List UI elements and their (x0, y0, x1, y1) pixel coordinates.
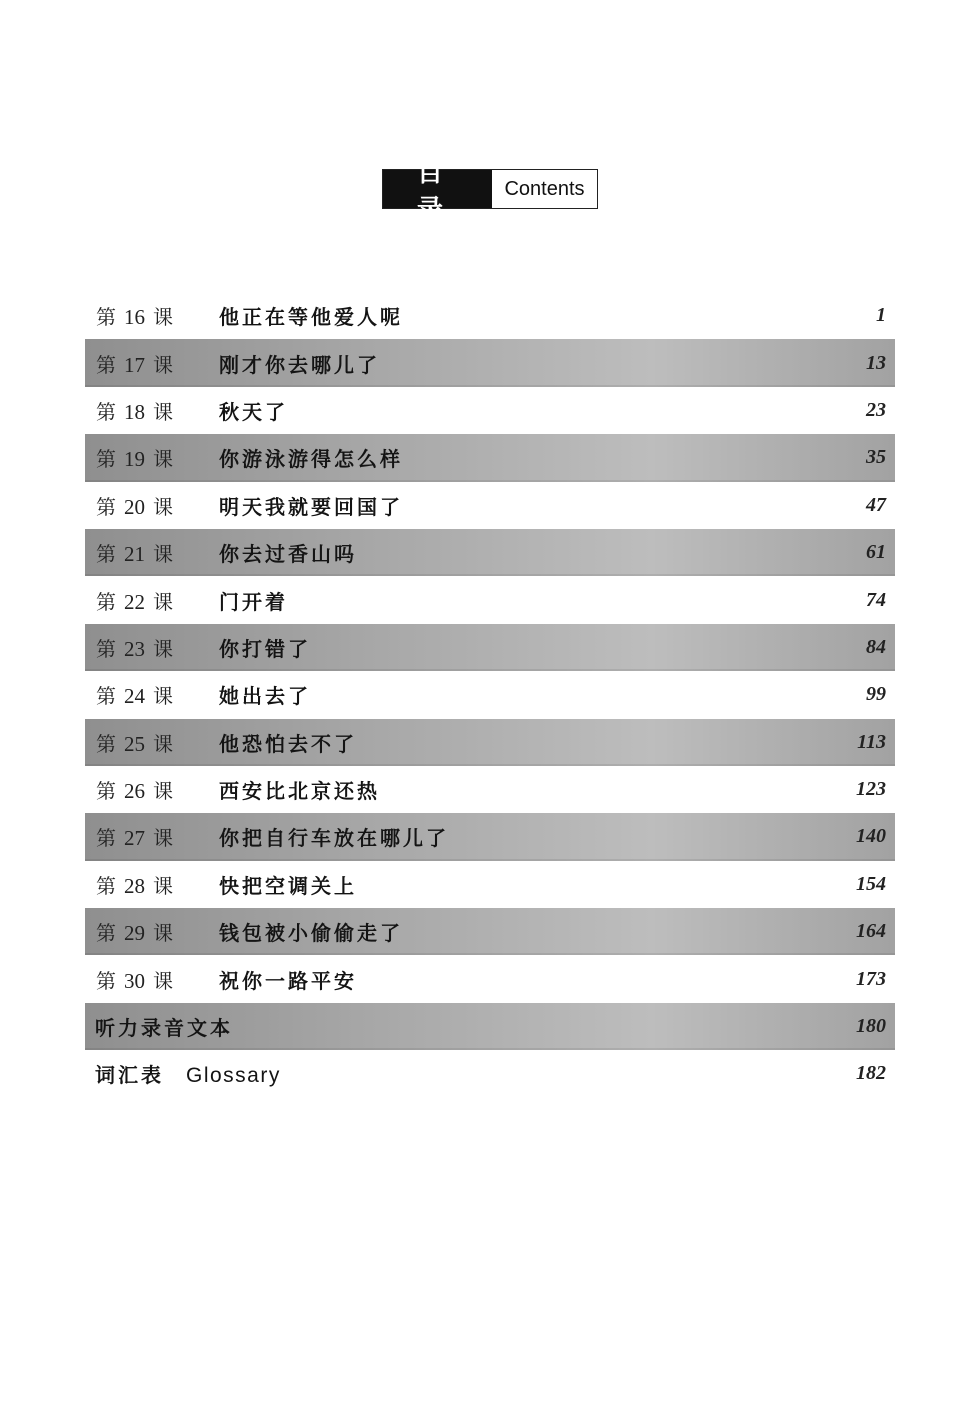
toc-entry-title: 你游泳游得怎么样 (219, 447, 403, 472)
lesson-number (96, 443, 173, 472)
lesson-number (96, 775, 173, 804)
contents-heading (382, 158, 598, 225)
toc-entry-title: 明天我就要回国了 (219, 494, 403, 519)
toc-entry-page: 13 (866, 351, 886, 374)
lesson-prefix: 第 (96, 636, 116, 661)
lesson-number-value: 21 (124, 542, 145, 567)
toc-entry-page: 61 (866, 541, 886, 564)
lesson-suffix: 课 (153, 447, 173, 472)
toc-entry-page: 74 (866, 588, 886, 611)
lesson-prefix: 第 (96, 684, 116, 709)
toc-entry-title: 门开着 (219, 589, 288, 614)
lesson-number (96, 586, 173, 615)
toc-entry-page: 99 (866, 683, 886, 706)
lesson-number (96, 396, 173, 425)
toc-entry-title: 你去过香山吗 (219, 542, 357, 567)
lesson-prefix: 第 (96, 731, 116, 756)
toc-entry-lesson[interactable] (85, 624, 895, 671)
lesson-suffix: 课 (153, 779, 173, 804)
toc-entry-lesson[interactable] (85, 671, 895, 718)
table-of-contents (85, 292, 895, 1098)
lesson-number-value: 17 (124, 352, 145, 377)
lesson-number-value: 30 (124, 968, 145, 993)
lesson-number-value: 28 (124, 873, 145, 898)
lesson-suffix: 课 (153, 684, 173, 709)
toc-entry-title: 西安比北京还热 (219, 779, 380, 804)
toc-entry-page: 84 (866, 635, 886, 658)
toc-entry-title: 刚才你去哪儿了 (219, 352, 380, 377)
lesson-prefix: 第 (96, 542, 116, 567)
toc-entry-lesson[interactable] (85, 387, 895, 434)
toc-entry-glossary[interactable] (85, 1050, 895, 1097)
toc-entry-title: 他正在等他爱人呢 (219, 305, 403, 330)
glossary-title-en: Glossary (186, 1064, 281, 1088)
lesson-suffix: 课 (153, 305, 173, 330)
lesson-suffix: 课 (153, 731, 173, 756)
lesson-number (96, 917, 173, 946)
lesson-suffix: 课 (153, 399, 173, 424)
lesson-number-value: 29 (124, 921, 145, 946)
toc-entry-page: 182 (856, 1062, 886, 1085)
lesson-number-value: 25 (124, 731, 145, 756)
lesson-number-value: 23 (124, 636, 145, 661)
toc-entry-title: 钱包被小偷偷走了 (219, 921, 403, 946)
toc-entry-lesson[interactable] (85, 861, 895, 908)
toc-entry-title: 祝你一路平安 (219, 968, 357, 993)
toc-entry-lesson[interactable] (85, 482, 895, 529)
toc-entry-title: 听力录音文本 (95, 1016, 233, 1041)
toc-entry-title: 你打错了 (219, 636, 311, 661)
lesson-number-value: 27 (124, 826, 145, 851)
toc-entry-listening[interactable] (85, 1003, 895, 1050)
lesson-number (96, 538, 173, 567)
lesson-prefix: 第 (96, 589, 116, 614)
toc-entry-page: 23 (866, 398, 886, 421)
toc-entry-title (95, 1059, 281, 1088)
lesson-number (96, 870, 173, 899)
lesson-number (96, 633, 173, 662)
lesson-suffix: 课 (153, 542, 173, 567)
lesson-suffix: 课 (153, 873, 173, 898)
lesson-suffix: 课 (153, 589, 173, 614)
lesson-number (96, 728, 173, 757)
lesson-number-value: 26 (124, 779, 145, 804)
glossary-title-cn: 词汇表 (95, 1063, 164, 1088)
lesson-suffix: 课 (153, 921, 173, 946)
toc-entry-page: 123 (856, 778, 886, 801)
toc-entry-lesson[interactable] (85, 339, 895, 386)
toc-entry-title: 秋天了 (219, 399, 288, 424)
toc-entry-page: 180 (856, 1015, 886, 1038)
lesson-prefix: 第 (96, 494, 116, 519)
toc-entry-page: 35 (866, 446, 886, 469)
lesson-number-value: 16 (124, 305, 145, 330)
toc-entry-title: 他恐怕去不了 (219, 731, 357, 756)
toc-entry-lesson[interactable] (85, 766, 895, 813)
lesson-number-value: 20 (124, 494, 145, 519)
lesson-number (96, 680, 173, 709)
lesson-suffix: 课 (153, 968, 173, 993)
toc-entry-lesson[interactable] (85, 529, 895, 576)
lesson-number (96, 301, 173, 330)
toc-entry-page: 140 (856, 825, 886, 848)
lesson-number (96, 822, 173, 851)
lesson-prefix: 第 (96, 399, 116, 424)
lesson-prefix: 第 (96, 968, 116, 993)
lesson-suffix: 课 (153, 826, 173, 851)
heading-chinese: 目录 (383, 170, 492, 208)
lesson-prefix: 第 (96, 779, 116, 804)
lesson-suffix: 课 (153, 494, 173, 519)
lesson-prefix: 第 (96, 447, 116, 472)
toc-entry-lesson[interactable] (85, 719, 895, 766)
lesson-suffix: 课 (153, 636, 173, 661)
lesson-suffix: 课 (153, 352, 173, 377)
lesson-prefix: 第 (96, 826, 116, 851)
lesson-number (96, 965, 173, 994)
toc-entry-page: 173 (856, 967, 886, 990)
toc-entry-page: 164 (856, 920, 886, 943)
lesson-prefix: 第 (96, 873, 116, 898)
toc-entry-lesson[interactable] (85, 434, 895, 481)
toc-entry-page: 47 (866, 493, 886, 516)
heading-english: Contents (492, 170, 597, 208)
toc-entry-page: 154 (856, 872, 886, 895)
toc-entry-lesson[interactable] (85, 292, 895, 339)
lesson-number-value: 24 (124, 684, 145, 709)
lesson-number-value: 19 (124, 447, 145, 472)
toc-entry-title: 你把自行车放在哪儿了 (219, 826, 449, 851)
lesson-number (96, 349, 173, 378)
toc-entry-title: 快把空调关上 (219, 873, 357, 898)
lesson-number-value: 22 (124, 589, 145, 614)
toc-entry-page: 113 (857, 730, 886, 753)
lesson-number-value: 18 (124, 399, 145, 424)
lesson-number (96, 491, 173, 520)
toc-entry-lesson[interactable] (85, 576, 895, 623)
toc-entry-lesson[interactable] (85, 908, 895, 955)
toc-entry-lesson[interactable] (85, 955, 895, 1002)
toc-entry-title: 她出去了 (219, 684, 311, 709)
toc-entry-page: 1 (876, 304, 886, 327)
lesson-prefix: 第 (96, 921, 116, 946)
lesson-prefix: 第 (96, 352, 116, 377)
toc-entry-lesson[interactable] (85, 813, 895, 860)
lesson-prefix: 第 (96, 305, 116, 330)
